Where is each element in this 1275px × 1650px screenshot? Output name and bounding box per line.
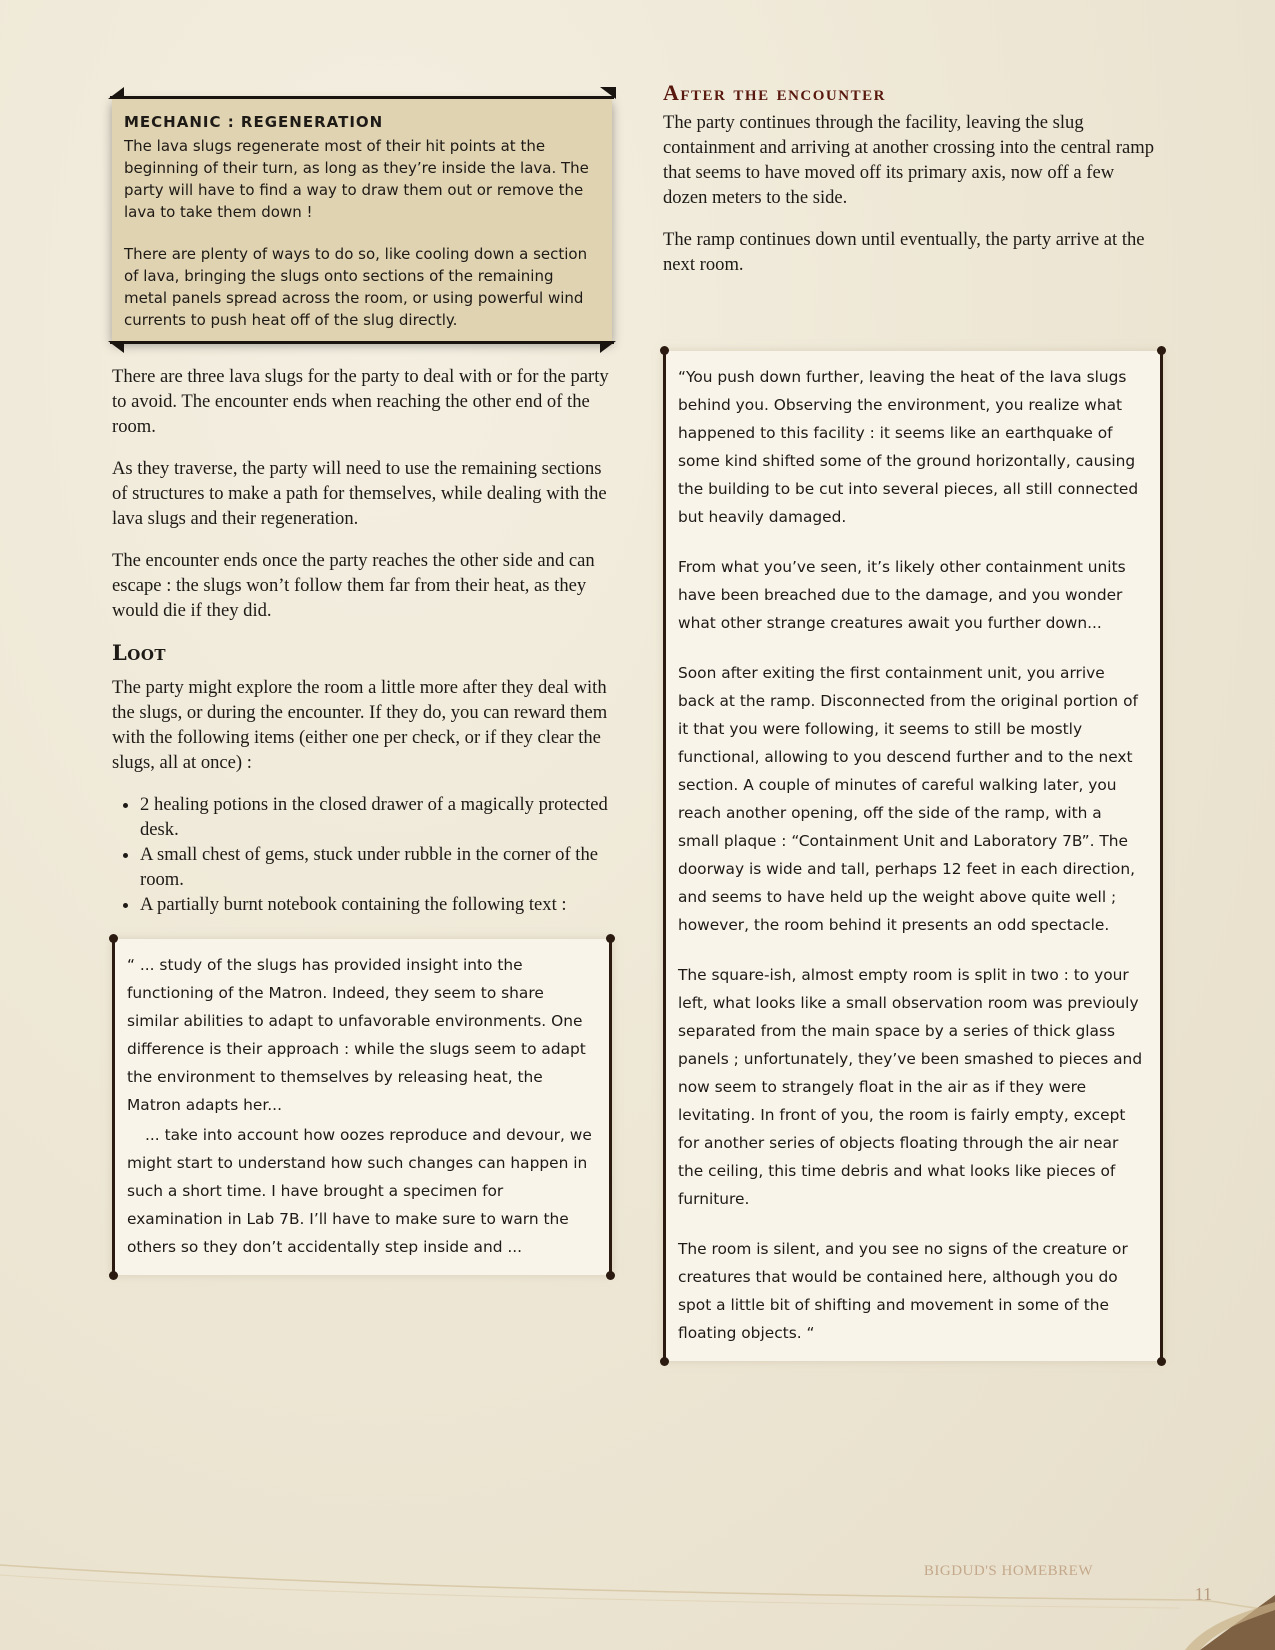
corner-dot (1157, 346, 1166, 355)
loot-heading: Loot (112, 640, 167, 665)
read-aloud-paragraph: The square-ish, almost empty room is split in two : to your left, what looks like a small observation room was previouly separated from the main space by a series of thick glass panels ; unfortunately, they’ve been smashed to pieces and now seem to strangely float in the air as if they were levitating. In front of you, the room is fairly empty, except for another series of objects floating through the air near the ceiling, this time debris and what looks like pieces of furniture. (678, 966, 1143, 1208)
corner-dot (606, 934, 615, 943)
body-paragraph: The party continues through the facility, leaving the slug containment and arriving at another crossing into the central ramp that seems to have moved off its primary axis, now off a few dozen meters to the side. (663, 112, 1155, 208)
body-paragraph: The encounter ends once the party reaches the other side and can escape : the slugs won’t follow them far from their heat, as they would die if they did. (112, 550, 595, 621)
loot-intro: The party might explore the room a little more after they deal with the slugs, or during the encounter. If they do, you can reward them with the following items (either one per check, or if they clear the slugs, all at once) : (112, 677, 608, 773)
read-aloud-paragraph: “You push down further, leaving the heat of the lava slugs behind you. Observing the environment, you realize what happened to this facility : it seems like an earthquake of some kind shifted some of the ground horizontally, causing the building to be cut into several pieces, all still connected but heavily damaged. (678, 368, 1139, 526)
note-bottom-bar (110, 341, 614, 344)
note-body (112, 99, 612, 341)
note-top-bar (110, 96, 614, 99)
left-column (112, 80, 612, 1275)
body-paragraph: There are three lava slugs for the party to deal with or for the party to avoid. The encounter ends when reaching the other end of the room. (112, 366, 609, 437)
list-item: • 2 healing potions in the closed drawer of a magically protected desk. (140, 792, 612, 842)
notebook-text-box (112, 939, 612, 1275)
corner-dot (606, 1271, 615, 1280)
page-number: 11 (1194, 1584, 1212, 1604)
list-item: • A small chest of gems, stuck under rubble in the corner of the room. (140, 842, 612, 892)
read-aloud-paragraph: The room is silent, and you see no signs of the creature or creatures that would be contained here, although you do spot a little bit of shifting and movement in some of the floating objects. “ (678, 1240, 1128, 1342)
body-paragraph: The ramp continues down until eventually, the party arrive at the next room. (663, 229, 1145, 275)
corner-dot (660, 1357, 669, 1366)
read-aloud-paragraph: Soon after exiting the first containment unit, you arrive back at the ramp. Disconnected from the original portion of it that you were following, it seems to still be mostly functional, allowing to you descend further and to the next section. A couple of minutes of careful walking later, you reach another opening, off the side of the ramp, with a small plaque : “Containment Unit and Laboratory 7B”. The doorway is wide and tall, perhaps 12 feet in each direction, and seems to have held up the weight above quite well ; however, the room behind it presents an odd spectacle. (678, 664, 1138, 934)
corner-dot (109, 1271, 118, 1280)
footer-label: BIGDUD'S HOMEBREW (923, 1563, 1093, 1579)
body-paragraph: As they traverse, the party will need to use the remaining sections of structures to make a path for themselves, while dealing with the lava slugs and their regeneration. (112, 458, 607, 529)
right-column (663, 80, 1163, 1361)
read-aloud-box (663, 351, 1163, 1361)
corner-dot (109, 934, 118, 943)
after-encounter-heading: After the encounter (663, 80, 886, 105)
notebook-paragraph: ... take into account how oozes reproduce and devour, we might start to understand how such changes can happen in such a short time. I have brought a specimen for examination in Lab 7B. I’ll have to make sure to warn the others so they don’t accidentally step inside and ... (127, 1126, 592, 1256)
corner-dot (660, 346, 669, 355)
note-title: MECHANIC : REGENERATION (124, 113, 384, 131)
read-aloud-paragraph: From what you’ve seen, it’s likely other containment units have been breached due to the damage, and you wonder what other strange creatures await you further down... (678, 558, 1126, 632)
list-item: • A partially burnt notebook containing the following text : (140, 892, 612, 917)
corner-dot (1157, 1357, 1166, 1366)
loot-list (112, 792, 612, 917)
mechanic-note-box (112, 96, 612, 344)
note-paragraph: The lava slugs regenerate most of their hit points at the beginning of their turn, as long as they’re inside the lava. The party will have to find a way to draw them out or remove the lava to take them down ! (124, 137, 589, 221)
footer-ornament (0, 1540, 1275, 1650)
note-paragraph: There are plenty of ways to do so, like cooling down a section of lava, bringing the slugs onto sections of the remaining metal panels spread across the room, or using powerful wind currents to push heat off of the slug directly. (124, 245, 588, 329)
notebook-paragraph: “ ... study of the slugs has provided insight into the functioning of the Matron. Indeed, they seem to share similar abilities to adapt to unfavorable environments. One difference is their approach : while the slugs seem to adapt the environment to themselves by releasing heat, the Matron adapts her... (127, 956, 586, 1114)
